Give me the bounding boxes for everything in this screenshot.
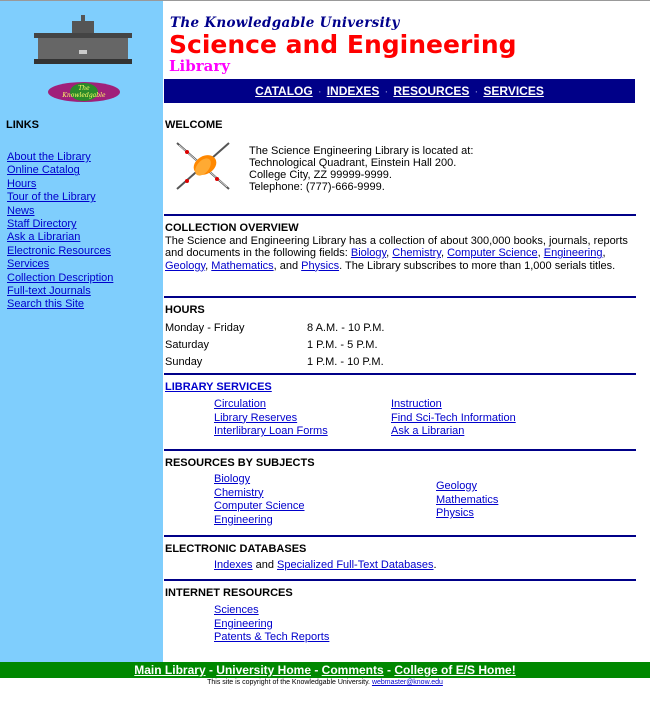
sidebar-link-staff-directory[interactable]: Staff Directory xyxy=(7,218,77,231)
internet-link-sciences[interactable]: Sciences xyxy=(214,604,259,616)
section-divider xyxy=(164,373,636,375)
section-divider xyxy=(164,535,636,537)
subject-link-biology[interactable]: Biology xyxy=(214,473,251,485)
top-nav xyxy=(164,79,635,103)
overview-outro: . The Library subscribes to more than 1,000 serials titles. xyxy=(339,259,616,272)
sidebar-link-fulltext-journals[interactable]: Full-text Journals xyxy=(7,285,91,298)
welcome-line: Technological Quadrant, Einstein Hall 200. xyxy=(249,157,457,169)
field-link-mathematics[interactable]: Mathematics xyxy=(211,259,274,272)
sidebar-link-online-catalog[interactable]: Online Catalog xyxy=(7,164,80,177)
svg-text:Knowledgable: Knowledgable xyxy=(62,92,106,99)
nav-resources[interactable]: RESOURCES xyxy=(393,84,470,98)
service-link-instruction[interactable]: Instruction xyxy=(391,398,442,410)
webmaster-email-link[interactable]: webmaster@know.edu xyxy=(371,679,443,686)
nav-separator: · xyxy=(317,84,322,98)
subjects-heading: RESOURCES BY SUBJECTS xyxy=(165,457,315,469)
sidebar-link-news[interactable]: News xyxy=(7,204,35,217)
overview-intro: The Science and Engineering Library has a collection of about 300,000 books, journals, reports and documents in the following fields: xyxy=(165,235,628,260)
hours-day: Saturday xyxy=(165,338,210,351)
copyright-text: This site is copyright of the Knowledgable University. xyxy=(207,679,372,686)
hours-time: 8 A.M. - 10 P.M. xyxy=(307,321,385,334)
section-divider xyxy=(164,214,636,216)
sidebar-link-tour[interactable]: Tour of the Library xyxy=(7,191,96,204)
links-heading: LINKS xyxy=(6,119,39,131)
service-link-interlibrary-loan[interactable]: Interlibrary Loan Forms xyxy=(214,425,328,437)
building-logo xyxy=(34,15,132,65)
databases-heading: ELECTRONIC DATABASES xyxy=(165,543,307,555)
nav-indexes[interactable]: INDEXES xyxy=(326,84,380,98)
subject-link-physics[interactable]: Physics xyxy=(436,507,474,519)
svg-text:The: The xyxy=(78,85,90,92)
sidebar-link-search-site[interactable]: Search this Site xyxy=(7,298,85,311)
nav-separator: · xyxy=(474,84,479,98)
page-subtitle: Library xyxy=(169,57,230,75)
hours-row xyxy=(165,336,384,353)
field-link-computer-science[interactable]: Computer Science xyxy=(447,247,538,260)
sidebar-link-ask-librarian[interactable]: Ask a Librarian xyxy=(7,231,81,244)
sidebar-link-about[interactable]: About the Library xyxy=(7,151,91,163)
nav-services[interactable]: SERVICES xyxy=(483,84,544,98)
footer-separator: - xyxy=(205,663,217,677)
page-title: Science and Engineering xyxy=(169,30,517,59)
footer-link-university-home[interactable]: University Home xyxy=(216,663,311,677)
subjects-left-list xyxy=(214,473,305,527)
services-right-list xyxy=(391,398,516,439)
field-link-physics[interactable]: Physics xyxy=(301,259,340,272)
field-link-biology[interactable]: Biology xyxy=(350,247,387,260)
overview-text: The Science and Engineering Library has a collection of about 300,000 books, journals, reports and documents in the following fields: Biology, Chemistry, Computer Science, Engineering, Geology, Mathematics, and Physics. The Library subscribes to more than 1,000 serials titles. xyxy=(165,235,628,272)
overview-heading: COLLECTION OVERVIEW xyxy=(165,222,299,234)
databases-line xyxy=(214,559,437,573)
subject-link-chemistry[interactable]: Chemistry xyxy=(214,486,264,499)
field-link-chemistry[interactable]: Chemistry xyxy=(392,247,441,260)
field-link-engineering[interactable]: Engineering xyxy=(543,247,603,260)
databases-and: and xyxy=(252,559,277,571)
main-content xyxy=(163,1,650,662)
welcome-address xyxy=(249,145,473,193)
footer-link-college-home[interactable]: College of E/S Home! xyxy=(394,663,516,677)
hours-time: 1 P.M. - 10 P.M. xyxy=(307,355,384,368)
sidebar xyxy=(0,1,163,662)
sidebar-links xyxy=(7,151,113,312)
footer-link-comments[interactable]: Comments xyxy=(321,663,384,677)
footer-bar xyxy=(0,662,650,678)
atom-molecule-icon xyxy=(173,139,233,193)
hours-day: Sunday xyxy=(165,355,203,368)
internet-list xyxy=(214,604,329,645)
university-seal-logo xyxy=(48,81,120,103)
service-link-ask-librarian[interactable]: Ask a Librarian xyxy=(391,425,465,437)
university-name: The Knowledgable University xyxy=(170,15,400,31)
library-services-heading-link[interactable]: LIBRARY SERVICES xyxy=(165,381,272,393)
copyright-notice xyxy=(0,679,650,686)
welcome-line: The Science Engineering Library is located at: xyxy=(249,145,474,157)
internet-heading: INTERNET RESOURCES xyxy=(165,587,293,599)
internet-link-patents[interactable]: Patents & Tech Reports xyxy=(214,631,330,643)
services-left-list xyxy=(214,398,328,439)
subject-link-geology[interactable]: Geology xyxy=(436,480,477,492)
subjects-right-list xyxy=(436,480,498,521)
nav-catalog[interactable]: CATALOG xyxy=(255,84,313,98)
footer-separator: - xyxy=(383,663,395,677)
databases-end: . xyxy=(433,559,437,571)
footer-link-main-library[interactable]: Main Library xyxy=(134,663,206,677)
welcome-line: College City, ZZ 99999-9999. xyxy=(249,169,392,181)
welcome-heading: WELCOME xyxy=(165,119,223,131)
sidebar-link-hours[interactable]: Hours xyxy=(7,177,37,190)
database-link-indexes[interactable]: Indexes xyxy=(214,559,253,571)
section-divider xyxy=(164,579,636,581)
nav-separator: · xyxy=(384,84,389,98)
service-link-circulation[interactable]: Circulation xyxy=(214,398,266,410)
hours-heading: HOURS xyxy=(165,304,205,316)
hours-time: 1 P.M. - 5 P.M. xyxy=(307,338,378,351)
sidebar-link-electronic-resources[interactable]: Electronic Resources xyxy=(7,244,111,257)
service-link-find-scitech[interactable]: Find Sci-Tech Information xyxy=(391,411,516,424)
hours-row xyxy=(165,353,384,370)
section-divider xyxy=(164,449,636,451)
subject-link-computer-science[interactable]: Computer Science xyxy=(214,500,305,512)
hours-row xyxy=(165,319,384,336)
hours-table xyxy=(165,319,384,370)
subject-link-engineering[interactable]: Engineering xyxy=(214,513,273,526)
database-link-fulltext[interactable]: Specialized Full-Text Databases xyxy=(277,559,434,571)
welcome-line: Telephone: (777)-666-9999. xyxy=(249,181,385,193)
sidebar-link-collection-description[interactable]: Collection Description xyxy=(7,271,114,284)
subject-link-mathematics[interactable]: Mathematics xyxy=(436,493,499,506)
hours-day: Monday - Friday xyxy=(165,321,245,334)
footer-separator: - xyxy=(311,663,322,677)
service-link-reserves[interactable]: Library Reserves xyxy=(214,411,298,424)
section-divider xyxy=(164,296,636,298)
internet-link-engineering[interactable]: Engineering xyxy=(214,617,273,630)
sidebar-link-services[interactable]: Services xyxy=(7,258,50,271)
field-link-geology[interactable]: Geology xyxy=(165,259,206,272)
